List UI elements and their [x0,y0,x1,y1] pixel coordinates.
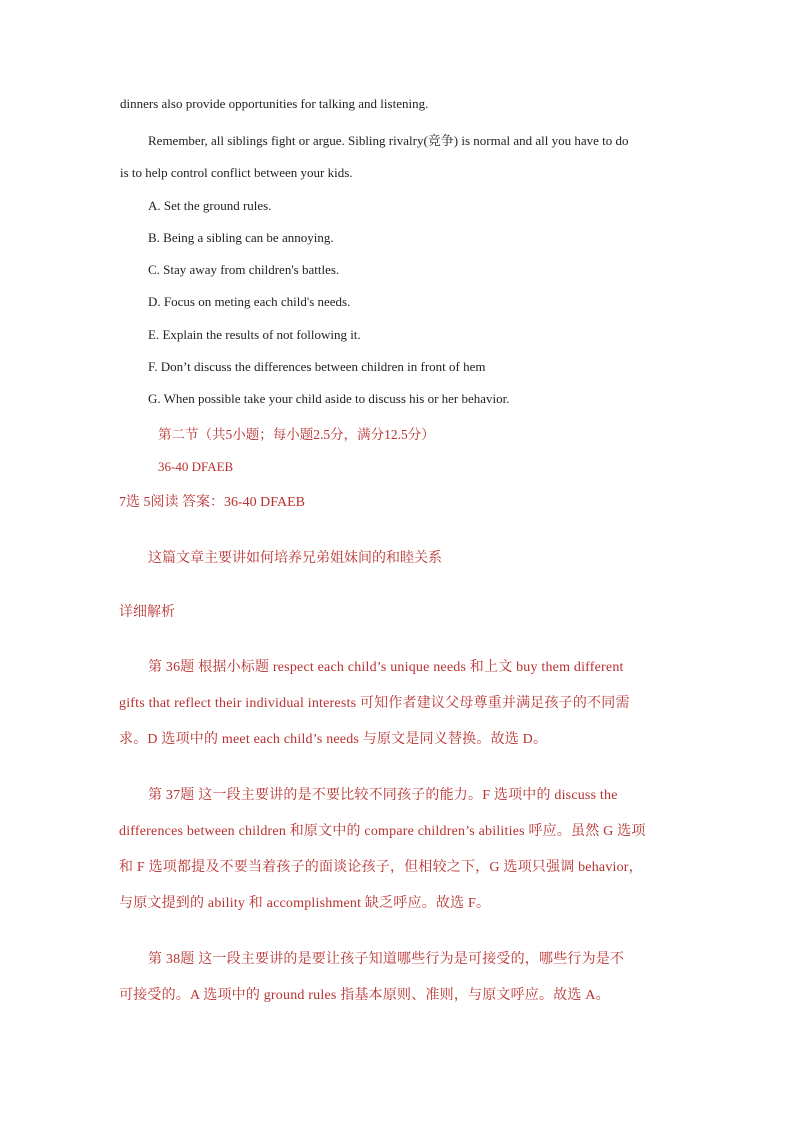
analysis-q37-line: differences between children 和原文中的 compare children’s abilities 呼应。虽然 G 选项 [119,824,646,839]
option-e: E. Explain the results of not following it. [148,327,361,342]
section-header: 第二节（共5小题；每小题2.5分，满分12.5分） [158,427,435,442]
option-a: A. Set the ground rules. [148,198,272,213]
option-c: C. Stay away from children's battles. [148,262,340,277]
option-b: B. Being a sibling can be annoying. [148,230,334,245]
analysis-title: 详细解析 [119,605,175,620]
analysis-q38-line: 第 38题 这一段主要讲的是要让孩子知道哪些行为是可接受的，哪些行为是不 [148,952,625,967]
passage-line: is to help control conflict between your kids. [120,165,353,180]
analysis-q37-line: 和 F 选项都提及不要当着孩子的面谈论孩子，但相较之下，G 选项只强调 behavior， [119,860,643,875]
analysis-q37-line: 与原文提到的 ability 和 accomplishment 缺乏呼应。故选 F。 [119,896,491,911]
option-g: G. When possible take your child aside to discuss his or her behavior. [148,391,510,406]
option-f: F. Don’t discuss the differences between children in front of hem [148,359,486,374]
analysis-q36-line: gifts that reflect their individual interests 可知作者建议父母尊重并满足孩子的不同需 [119,696,630,711]
analysis-q36-line: 求。D 选项中的 meet each child’s needs 与原文是同义替换。故选 D。 [119,732,548,747]
analysis-q36-line: 第 36题 根据小标题 respect each child’s unique needs 和上文 buy them different [148,660,624,675]
main-idea: 这篇文章主要讲如何培养兄弟姐妹间的和睦关系 [148,551,442,566]
analysis-q38-line: 可接受的。A 选项中的 ground rules 指基本原则、准则，与原文呼应。故选 A。 [119,988,610,1003]
passage-line: dinners also provide opportunities for talking and listening. [120,96,429,111]
option-d: D. Focus on meting each child's needs. [148,294,351,309]
analysis-q37-line: 第 37题 这一段主要讲的是不要比较不同孩子的能力。F 选项中的 discuss the [148,788,618,803]
answer-summary: 7选 5阅读 答案：36-40 DFAEB [119,495,306,510]
passage-line: Remember, all siblings fight or argue. Sibling rivalry(竞争) is normal and all you have to do [148,133,629,148]
section-answer: 36-40 DFAEB [158,459,234,474]
